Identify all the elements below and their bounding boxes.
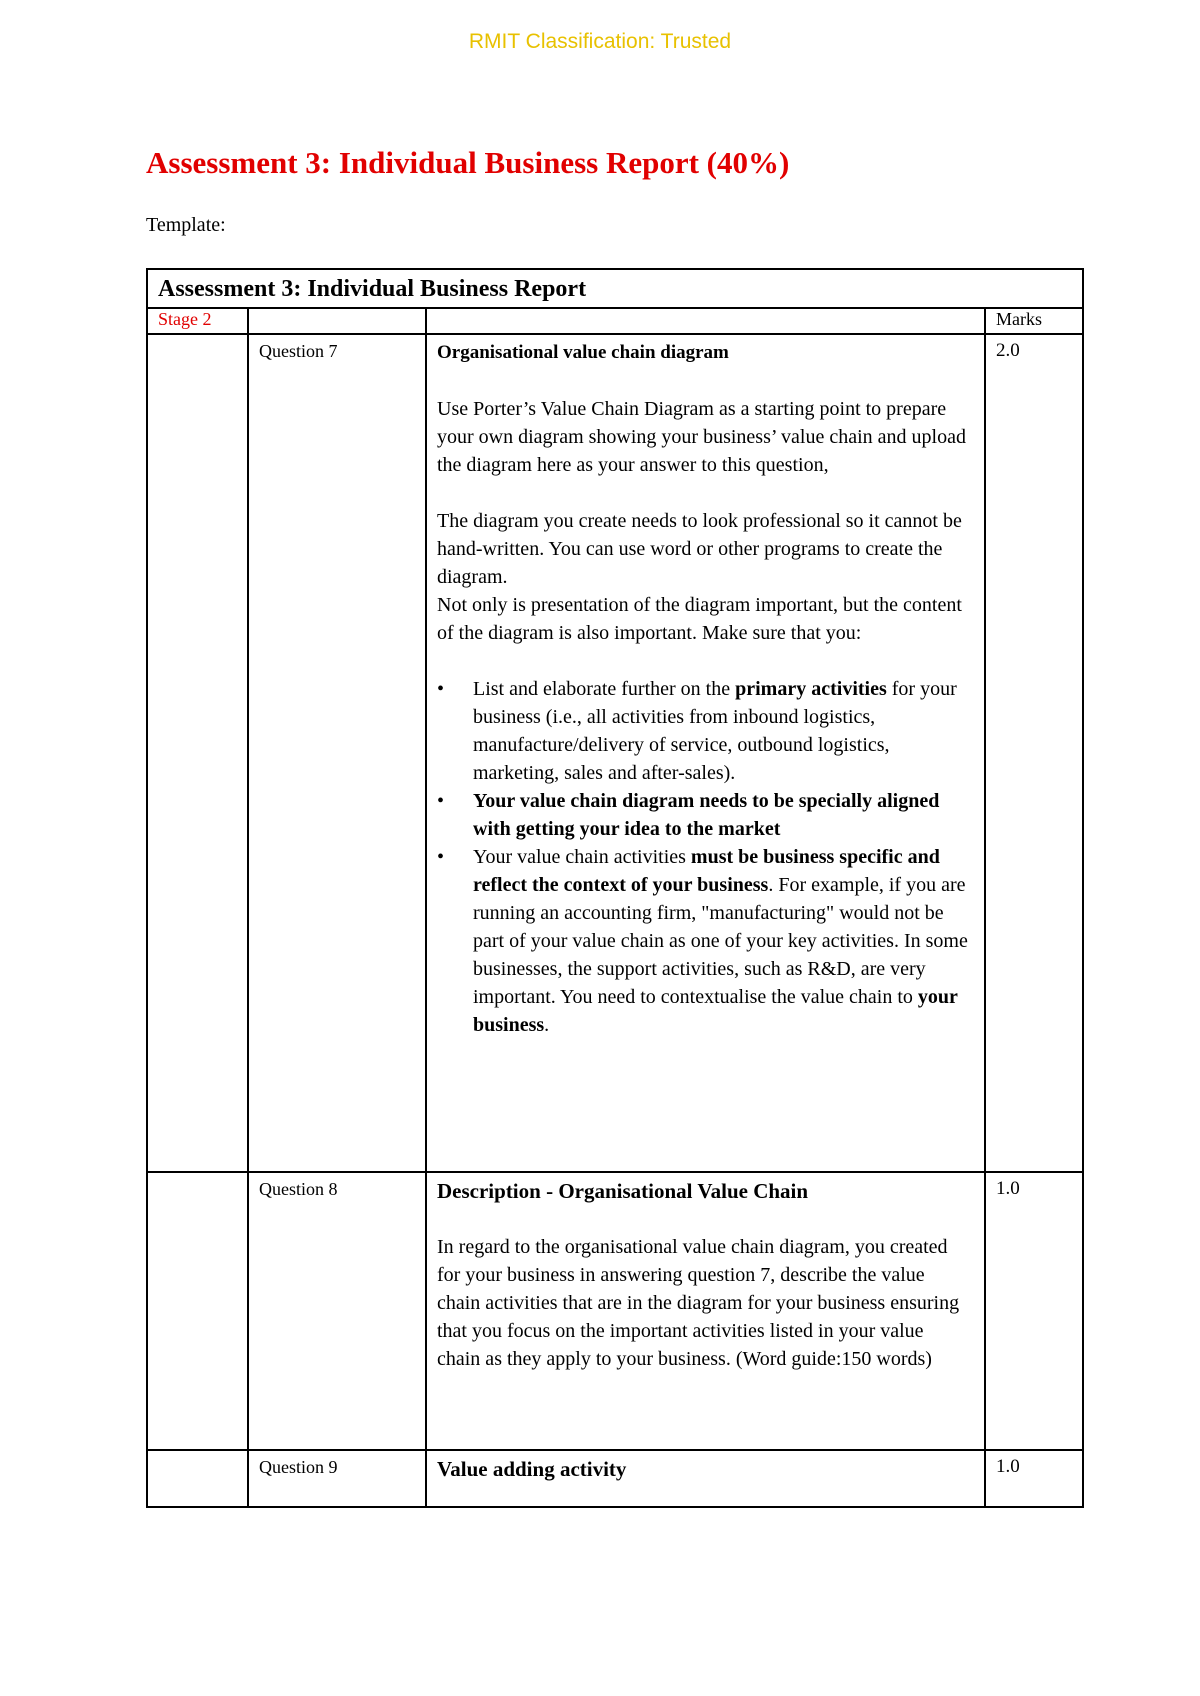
- question-7-paragraph: The diagram you create needs to look professional so it cannot be hand-written. You can use word or other programs to create the diagram.: [437, 510, 962, 588]
- empty-cell: [147, 334, 248, 1172]
- bullet-icon: •: [437, 678, 445, 700]
- marks-header: Marks: [985, 308, 1083, 334]
- stage-label: Stage 2: [147, 308, 248, 334]
- table-row: [147, 334, 1083, 1172]
- table-row: [147, 1450, 1083, 1507]
- question-8-label: Question 8: [248, 1172, 426, 1450]
- question-7-marks: 2.0: [985, 334, 1083, 1172]
- requirements-list: [437, 675, 970, 1039]
- table-row: [147, 1172, 1083, 1450]
- question-9-content: [426, 1450, 985, 1507]
- question-7-label: Question 7: [248, 334, 426, 1172]
- page-title: Assessment 3: Individual Business Report (40%): [146, 145, 790, 180]
- question-9-label: Question 9: [248, 1450, 426, 1507]
- bullet-icon: •: [437, 790, 445, 812]
- bullet-icon: •: [437, 846, 445, 868]
- question-8-paragraph: In regard to the organisational value chain diagram, you created for your business in answering question 7, describe the value chain activities that are in the diagram for your business ensuring that you focus on the important activities listed in your value chain as they apply to your business. (Word guide:150 words): [437, 1236, 960, 1370]
- question-9-marks: 1.0: [985, 1450, 1083, 1507]
- question-7-content: [426, 334, 985, 1172]
- empty-cell: [147, 1450, 248, 1507]
- list-item: • List and elaborate further on the primary activities for your business (i.e., all activities from inbound logistics, manufacture/delivery of service, outbound logistics, marketing, sales and after-sales).: [437, 675, 970, 787]
- question-7-heading: Organisational value chain diagram: [437, 342, 729, 363]
- question-8-heading: Description - Organisational Value Chain: [437, 1179, 809, 1203]
- question-8-content: [426, 1172, 985, 1450]
- question-7-paragraph: Not only is presentation of the diagram important, but the content of the diagram is also important. Make sure that you:: [437, 594, 962, 644]
- template-label: Template:: [146, 214, 226, 236]
- empty-header-cell: [248, 308, 426, 334]
- question-7-paragraph: Use Porter’s Value Chain Diagram as a starting point to prepare your own diagram showing your business’ value chain and upload the diagram here as your answer to this question,: [437, 398, 966, 476]
- question-9-heading: Value adding activity: [437, 1457, 627, 1481]
- list-item: • Your value chain diagram needs to be specially aligned with getting your idea to the market: [437, 787, 970, 843]
- list-item: • Your value chain activities must be business specific and reflect the context of your business. For example, if you are running an accounting firm, "manufacturing" would not be part of your value chain as one of your key activities. In some businesses, the support activities, such as R&D, are very important. You need to contextualise the value chain to your business.: [437, 843, 970, 1039]
- classification-label: RMIT Classification: Trusted: [468, 30, 732, 53]
- empty-header-cell: [426, 308, 985, 334]
- assessment-table: [146, 268, 1084, 1508]
- empty-cell: [147, 1172, 248, 1450]
- table-title: Assessment 3: Individual Business Report: [147, 269, 1083, 308]
- question-8-marks: 1.0: [985, 1172, 1083, 1450]
